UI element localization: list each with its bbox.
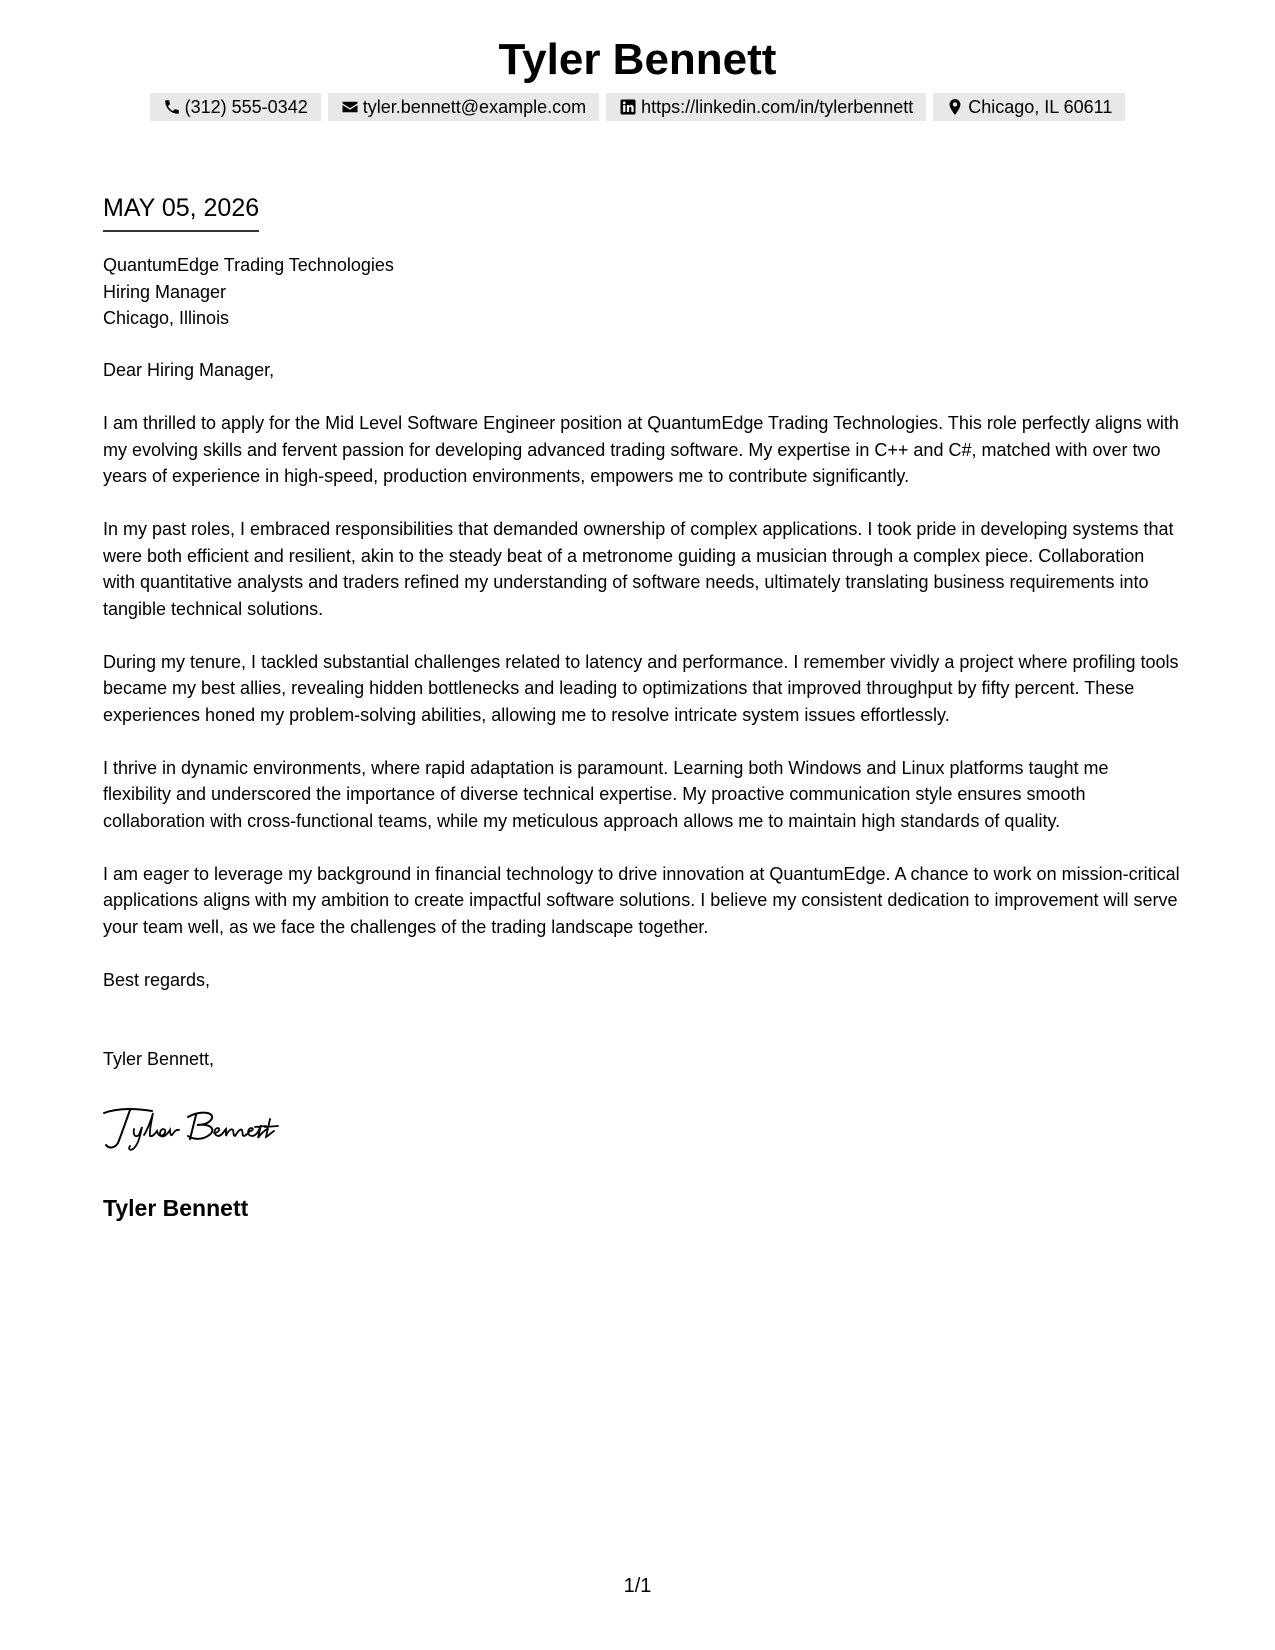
body-paragraph: I thrive in dynamic environments, where rapid adaptation is paramount. Learning both Windows and Linux platforms taught me flexibility and underscored the importance of diverse technical expertise. My proactive communication style ensures smooth collaboration with cross-functional teams, while my meticulous approach allows me to maintain high standards of quality.: [103, 757, 1109, 831]
recipient-company: QuantumEdge Trading Technologies: [103, 255, 394, 275]
handwritten-signature: [100, 1103, 310, 1153]
body-paragraph: In my past roles, I embraced responsibilities that demanded ownership of complex applications. I took pride in developing systems that were both efficient and resilient, akin to the steady beat of a metronome guiding a musician through a complex piece. Collaboration with quantitative analysts and traders refined my understanding of software needs, ultimately translating business requirements into tangible technical solutions.: [103, 519, 1174, 619]
closing: Best regards,: [103, 970, 211, 990]
body-paragraph: During my tenure, I tackled substantial challenges related to latency and performance. I remember vividly a project where profiling tools became my best allies, revealing hidden bottlenecks and leading to optimizations that improved throughput by fifty percent. These experiences honed my problem-solving abilities, allowing me to resolve intricate system issues effortlessly.: [103, 651, 1179, 725]
letter-date: MAY 05, 2026: [103, 193, 259, 232]
contact-bar: [0, 93, 1275, 121]
phone-icon: [162, 97, 182, 117]
body-paragraph: I am thrilled to apply for the Mid Level Software Engineer position at QuantumEdge Trading Technologies. This role perfectly aligns with my evolving skills and fervent passion for developing advanced trading software. My expertise in C++ and C#, matched with over two years of experience in high-speed, production environments, empowers me to contribute significantly.: [103, 413, 1179, 486]
salutation: Dear Hiring Manager,: [103, 360, 275, 380]
map-pin-icon: [945, 97, 965, 117]
contact-phone-text: (312) 555-0342: [184, 97, 308, 117]
applicant-name-heading: Tyler Bennett: [498, 35, 777, 84]
letter-body: [103, 410, 1181, 967]
recipient-title: Hiring Manager: [103, 281, 227, 302]
printed-name: Tyler Bennett: [103, 1195, 249, 1221]
signoff-name: Tyler Bennett,: [103, 1049, 215, 1069]
contact-linkedin[interactable]: [606, 93, 926, 121]
contact-location: [933, 93, 1125, 121]
envelope-icon: [340, 97, 360, 117]
recipient-location: Chicago, Illinois: [103, 308, 230, 328]
contact-linkedin-text: https://linkedin.com/in/tylerbennett: [641, 97, 914, 117]
page-number: 1/1: [623, 1575, 652, 1597]
recipient-block: [103, 252, 394, 332]
contact-email-text: tyler.bennett@example.com: [362, 97, 587, 117]
contact-location-text: Chicago, IL 60611: [968, 97, 1113, 117]
contact-phone[interactable]: [150, 93, 321, 121]
body-paragraph: I am eager to leverage my background in financial technology to drive innovation at QuantumEdge. A chance to work on mission-critical applications aligns with my ambition to create impactful software solutions. I believe my consistent dedication to improvement will serve your team well, as we face the challenges of the trading landscape together.: [103, 863, 1180, 937]
linkedin-icon: [618, 97, 638, 117]
contact-email[interactable]: [328, 93, 599, 121]
